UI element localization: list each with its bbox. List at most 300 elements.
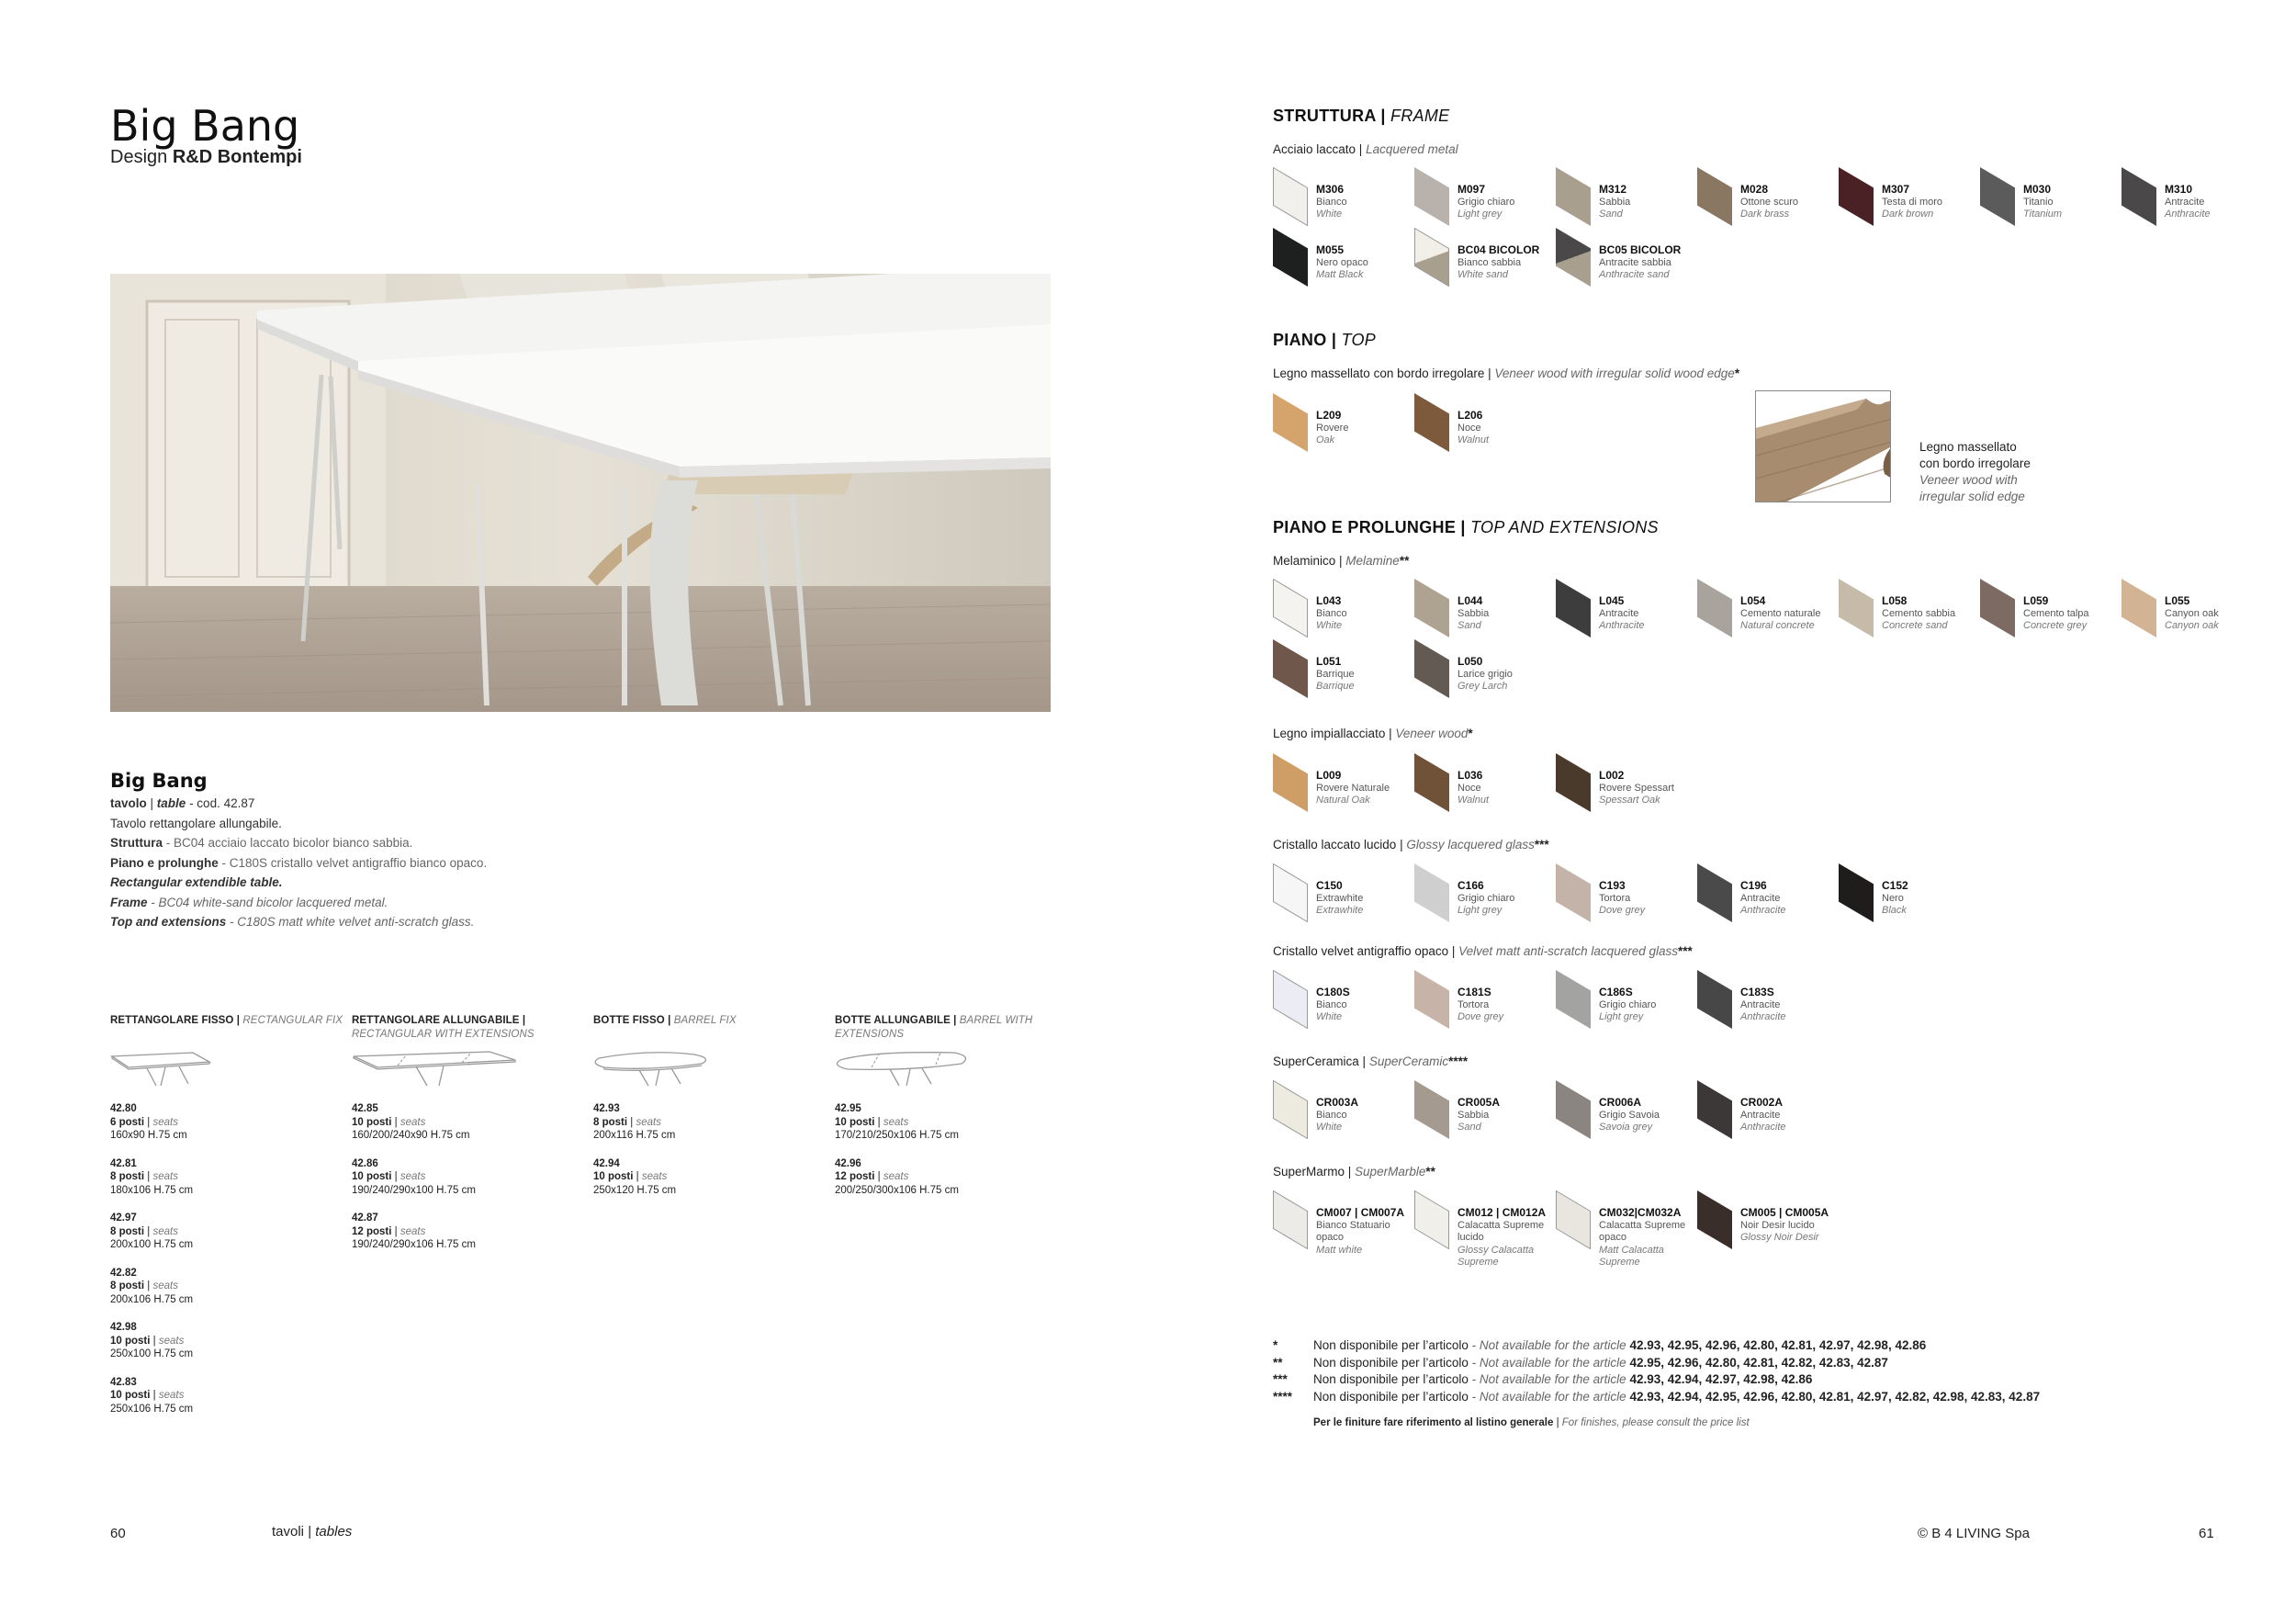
seats-en: seats xyxy=(152,1280,178,1291)
sep: | xyxy=(147,1171,151,1182)
variant-dimensions: 170/210/250x106 H.75 cm xyxy=(835,1130,959,1141)
swatch-name-it: Sabbia xyxy=(1458,1109,1490,1121)
section-title-it: PIANO E PROLUNGHE xyxy=(1273,518,1457,536)
frame-text: - BC04 white-sand bicolor lacquered metal. xyxy=(151,895,388,909)
color-chip xyxy=(1273,753,1308,812)
swatch-code: C181S xyxy=(1458,986,1491,998)
variant-code: 42.86 xyxy=(352,1157,378,1169)
swatch-name-it: Sabbia xyxy=(1599,196,1631,208)
subsection-title-it: Legno massellato con bordo irregolare xyxy=(1273,367,1485,380)
swatch-name-en: White xyxy=(1316,1122,1343,1133)
swatch-name-it: Grigio chiaro xyxy=(1458,892,1515,904)
section-title-en: TOP xyxy=(1341,331,1377,349)
note-it: Non disponibile per l’articolo xyxy=(1313,1338,1469,1352)
swatch-text xyxy=(1599,184,1700,221)
shape-title: RETTANGOLARE ALLUNGABILE | RECTANGULAR WITH EXTENSIONS xyxy=(352,1015,535,1040)
swatch-text xyxy=(1458,987,1559,1024)
swatch-code: L009 xyxy=(1316,769,1342,782)
finish-swatch xyxy=(1414,1080,1552,1141)
finish-swatch xyxy=(1414,753,1552,814)
table-shape-icon xyxy=(593,1049,832,1088)
impiallacciato-subtitle: Legno impiallacciato | Veneer wood* xyxy=(1273,727,1473,740)
seats-en: seats xyxy=(152,1116,178,1128)
cristallo-velvet-subtitle: Cristallo velvet antigraffio opaco | Velvet matt anti-scratch lacquered glass*** xyxy=(1273,944,1693,958)
posti: 10 posti xyxy=(835,1116,875,1128)
availability-note xyxy=(1273,1389,2283,1406)
finish-swatch xyxy=(1273,970,1411,1031)
chip-outline xyxy=(1414,228,1449,287)
swatch-text xyxy=(1740,1207,1841,1245)
note-it: Non disponibile per l’articolo xyxy=(1313,1355,1469,1370)
chip-outline xyxy=(1273,1190,1308,1249)
swatch-code: C166 xyxy=(1458,879,1484,892)
swatch-name-en: Anthracite xyxy=(1740,905,1786,916)
note-mark: ** xyxy=(1399,554,1410,568)
color-chip xyxy=(1697,970,1732,1029)
swatch-text xyxy=(1316,595,1417,633)
posti: 12 posti xyxy=(352,1225,392,1237)
variant-dimensions: 250x100 H.75 cm xyxy=(110,1348,194,1359)
struttura-subtitle: Acciaio laccato | Lacquered metal xyxy=(1273,142,1458,156)
swatch-text xyxy=(1882,595,1983,633)
note-en: - Not available for the article xyxy=(1471,1389,1626,1404)
color-chip xyxy=(1556,753,1591,812)
seats-en: seats xyxy=(641,1171,668,1182)
variant-code: 42.81 xyxy=(110,1157,137,1169)
posti: 8 posti xyxy=(110,1225,145,1237)
swatch-name-en: Light grey xyxy=(1599,1011,1644,1022)
shape-title: RETTANGOLARE FISSO | RECTANGULAR FIX xyxy=(110,1015,343,1026)
swatch-text xyxy=(1740,595,1841,633)
variant-seats xyxy=(110,1225,349,1239)
table-variant xyxy=(110,1102,349,1143)
swatch-name-it: Nero opaco xyxy=(1316,256,1368,268)
note-mark: *** xyxy=(1534,838,1549,851)
caption-it-1: Legno massellato xyxy=(1919,440,2017,454)
swatch-code: M306 xyxy=(1316,183,1345,196)
subsection-title-it: Cristallo laccato lucido xyxy=(1273,838,1397,851)
variant-dimensions: 200x100 H.75 cm xyxy=(110,1239,194,1250)
color-chip xyxy=(1273,228,1308,287)
desc-en: Rectangular extendible table. xyxy=(110,875,283,889)
finish-swatch xyxy=(1556,579,1694,639)
chip-outline xyxy=(1414,1190,1449,1249)
variant-dimensions: 180x106 H.75 cm xyxy=(110,1184,194,1196)
color-chip xyxy=(1414,863,1449,922)
swatch-name-en: Anthracite xyxy=(1740,1122,1786,1133)
swatch-name-en: Oak xyxy=(1316,434,1335,445)
color-chip xyxy=(1839,167,1874,226)
swatch-name-en: Concrete sand xyxy=(1882,620,1948,631)
variant-seats xyxy=(593,1170,832,1184)
swatch-name-it: Barrique xyxy=(1316,668,1355,680)
seats-en: seats xyxy=(152,1225,178,1237)
color-chip xyxy=(1414,579,1449,637)
swatch-text xyxy=(1316,656,1417,694)
availability-note xyxy=(1273,1337,2283,1355)
table-variant xyxy=(352,1212,591,1252)
swatch-name-it: Antracite xyxy=(2165,196,2205,208)
swatch-name-en: White xyxy=(1316,620,1343,631)
posti: 8 posti xyxy=(110,1171,145,1182)
subsection-title-it: Melaminico xyxy=(1273,554,1336,568)
swatch-code: L054 xyxy=(1740,594,1766,607)
variant-dimensions: 250x120 H.75 cm xyxy=(593,1184,677,1196)
swatch-name-it: Nero xyxy=(1882,892,1904,904)
variant-seats xyxy=(110,1116,349,1130)
finish-swatch xyxy=(1980,579,2118,639)
finish-swatch xyxy=(1839,579,1976,639)
availability-notes xyxy=(1273,1337,2283,1432)
table-photo-illustration xyxy=(110,274,1051,712)
color-chip xyxy=(1414,393,1449,452)
finish-swatch xyxy=(1273,1080,1411,1141)
finish-swatch xyxy=(1273,167,1411,228)
shape-column xyxy=(352,1014,591,1267)
sep: | xyxy=(394,1225,398,1237)
variant-code: 42.80 xyxy=(110,1103,137,1114)
swatch-name-it: Testa di moro xyxy=(1882,196,1943,208)
swatch-text xyxy=(1458,184,1559,221)
chip-outline xyxy=(1273,970,1308,1029)
struttura-label: Struttura xyxy=(110,836,163,850)
swatch-text xyxy=(1316,1207,1417,1257)
sep: | xyxy=(636,1171,639,1182)
designer-name: R&D Bontempi xyxy=(172,147,302,167)
swatch-code: CM007 | CM007A xyxy=(1316,1206,1405,1219)
shape-title: BOTTE FISSO | BARREL FIX xyxy=(593,1015,737,1026)
swatch-code: CM005 | CM005A xyxy=(1740,1206,1829,1219)
finish-swatch xyxy=(2122,167,2259,228)
finish-swatch xyxy=(1556,228,1694,288)
finish-swatch xyxy=(1556,167,1694,228)
swatch-text xyxy=(1458,880,1559,918)
sep: | xyxy=(147,1116,151,1128)
finish-swatch xyxy=(1697,1190,1835,1251)
variant-code: 42.85 xyxy=(352,1103,378,1114)
subsection-title-en: SuperMarble xyxy=(1355,1165,1426,1179)
subsection-title-it: SuperMarmo xyxy=(1273,1165,1345,1179)
note-codes: 42.95, 42.96, 42.80, 42.81, 42.82, 42.83, 42.87 xyxy=(1629,1355,1888,1370)
swatch-name-en: White xyxy=(1316,209,1343,220)
swatch-name-en: Spessart Oak xyxy=(1599,795,1660,806)
note-en: - Not available for the article xyxy=(1471,1372,1626,1386)
note-mark: **** xyxy=(1273,1389,1293,1404)
caption-en-1: Veneer wood with xyxy=(1919,473,2018,487)
swatch-name-en: Walnut xyxy=(1458,795,1490,806)
table-variant xyxy=(110,1267,349,1307)
swatch-name-it: Antracite xyxy=(1740,1109,1781,1121)
swatch-text xyxy=(2165,184,2266,221)
category-it: tavoli xyxy=(272,1524,305,1539)
swatch-code: CR006A xyxy=(1599,1096,1642,1109)
finish-swatch xyxy=(1839,167,1976,228)
swatch-text xyxy=(1458,656,1559,694)
variant-dimensions: 190/240/290x106 H.75 cm xyxy=(352,1239,476,1250)
top-text: - C180S matt white velvet anti-scratch glass. xyxy=(230,915,475,929)
finish-swatch xyxy=(1273,228,1411,288)
color-chip xyxy=(1839,579,1874,637)
finish-note-it: Per le finiture fare riferimento al listino generale xyxy=(1313,1417,1554,1428)
note-mark: ** xyxy=(1425,1165,1435,1179)
table-variant xyxy=(835,1157,1074,1198)
swatch-code: CR005A xyxy=(1458,1096,1501,1109)
table-variant xyxy=(835,1102,1074,1143)
chip-outline xyxy=(1556,1190,1591,1249)
swatch-name-it-2: lucido xyxy=(1458,1232,1484,1243)
page-number-right: 61 xyxy=(2199,1526,2214,1541)
melaminico-subtitle: Melaminico | Melamine** xyxy=(1273,554,1410,568)
swatch-text xyxy=(1740,1097,1841,1134)
swatch-name-it: Bianco Statuario xyxy=(1316,1219,1390,1231)
swatch-text xyxy=(1740,987,1841,1024)
swatch-name-it-2: opaco xyxy=(1316,1232,1344,1243)
variant-code: 42.96 xyxy=(835,1157,861,1169)
swatch-name-it: Canyon oak xyxy=(2165,607,2219,619)
variant-seats xyxy=(110,1170,349,1184)
finish-swatch xyxy=(1414,639,1552,700)
note-codes: 42.93, 42.94, 42.97, 42.98, 42.86 xyxy=(1629,1372,1813,1386)
subsection-title-it: Acciaio laccato xyxy=(1273,142,1356,156)
swatch-name-en: Dark brass xyxy=(1740,209,1790,220)
swatch-code: M307 xyxy=(1882,183,1910,196)
color-chip xyxy=(2122,579,2156,637)
swatch-code: M310 xyxy=(2165,183,2193,196)
swatch-name-en: Matt white xyxy=(1316,1244,1363,1256)
color-chip xyxy=(1980,579,2015,637)
swatch-name-it-2: opaco xyxy=(1599,1232,1626,1243)
piano-prolunghe-title: PIANO E PROLUNGHE | TOP AND EXTENSIONS xyxy=(1273,518,1659,536)
finish-swatch xyxy=(1414,228,1552,288)
variant-seats xyxy=(593,1116,832,1130)
swatch-name-it: Tortora xyxy=(1458,998,1490,1010)
solid-wood-edge-image xyxy=(1755,390,1891,502)
seats-en: seats xyxy=(400,1171,426,1182)
swatch-name-it: Cemento talpa xyxy=(2023,607,2089,619)
swatch-name-it: Noce xyxy=(1458,782,1481,794)
color-chip xyxy=(1414,167,1449,226)
color-chip xyxy=(1556,1080,1591,1139)
variant-code: 42.94 xyxy=(593,1157,620,1169)
subsection-title-en: Velvet matt anti-scratch lacquered glass xyxy=(1458,944,1678,958)
subsection-title-en: SuperCeramic xyxy=(1368,1054,1449,1068)
swatch-name-en: Concrete grey xyxy=(2023,620,2088,631)
swatch-name-en: Grey Larch xyxy=(1458,681,1508,692)
swatch-code: BC04 BICOLOR xyxy=(1458,243,1540,256)
variant-seats xyxy=(352,1116,591,1130)
note-mark: * xyxy=(1468,727,1473,740)
swatch-code: L051 xyxy=(1316,655,1342,668)
cristallo-lucido-subtitle: Cristallo laccato lucido | Glossy lacquered glass*** xyxy=(1273,838,1549,851)
posti: 12 posti xyxy=(835,1171,875,1182)
note-mark: *** xyxy=(1273,1372,1288,1386)
finish-note: Per le finiture fare riferimento al listino generale | For finishes, please consult the price list xyxy=(1313,1417,1750,1428)
swatch-text xyxy=(1316,880,1417,918)
swatch-name-en: Matt Calacatta Supreme xyxy=(1599,1244,1664,1268)
variant-dimensions: 250x106 H.75 cm xyxy=(110,1403,194,1415)
sep: | xyxy=(147,1225,151,1237)
struttura-text: - BC04 acciaio laccato bicolor bianco sabbia. xyxy=(165,836,413,850)
swatch-text xyxy=(1316,184,1417,221)
copyright: © B 4 LIVING Spa xyxy=(1918,1526,2030,1541)
swatch-code: CR002A xyxy=(1740,1096,1784,1109)
swatch-name-en: Sand xyxy=(1458,1122,1481,1133)
sep: | xyxy=(394,1116,398,1128)
top-line xyxy=(110,912,845,932)
swatch-name-it: Bianco xyxy=(1316,196,1347,208)
table-variant xyxy=(110,1212,349,1252)
swatch-name-it: Bianco xyxy=(1316,998,1347,1010)
swatch-text xyxy=(1740,184,1841,221)
swatch-text xyxy=(1316,1097,1417,1134)
color-chip xyxy=(1556,167,1591,226)
subsection-title-en: Veneer wood xyxy=(1395,727,1469,740)
swatch-text xyxy=(2023,184,2124,221)
posti: 10 posti xyxy=(110,1335,151,1347)
swatch-text xyxy=(1882,184,1983,221)
table-variant xyxy=(352,1102,591,1143)
sep: | xyxy=(152,1335,156,1347)
swatch-code: L058 xyxy=(1882,594,1908,607)
finish-swatch xyxy=(1273,863,1411,924)
swatch-text xyxy=(1316,244,1417,282)
finish-swatch xyxy=(1697,167,1835,228)
color-chip xyxy=(1556,863,1591,922)
swatch-name-en: White xyxy=(1316,1011,1343,1022)
variant-seats xyxy=(352,1225,591,1239)
swatch-code: M312 xyxy=(1599,183,1627,196)
swatch-name-en: Natural Oak xyxy=(1316,795,1370,806)
swatch-code: L206 xyxy=(1458,409,1483,422)
swatch-code: M097 xyxy=(1458,183,1486,196)
piano-line xyxy=(110,853,845,874)
seats-en: seats xyxy=(400,1225,426,1237)
color-chip xyxy=(1980,167,2015,226)
variant-code: 42.97 xyxy=(110,1212,137,1224)
finish-swatch xyxy=(1556,753,1694,814)
finish-swatch xyxy=(1556,863,1694,924)
variant-code: 42.82 xyxy=(110,1267,137,1279)
seats-en: seats xyxy=(158,1335,185,1347)
swatch-code: C186S xyxy=(1599,986,1633,998)
finish-swatch xyxy=(1556,1190,1694,1268)
product-photo xyxy=(110,274,1051,712)
swatch-code: CM012 | CM012A xyxy=(1458,1206,1547,1219)
shape-title-it: BOTTE FISSO xyxy=(593,1015,665,1026)
swatch-text xyxy=(1458,595,1559,633)
posti: 8 posti xyxy=(593,1116,628,1128)
table-shape-icon xyxy=(835,1049,1074,1088)
swatch-name-en: Sand xyxy=(1599,209,1623,220)
swatch-name-en: Natural concrete xyxy=(1740,620,1815,631)
note-mark: * xyxy=(1734,367,1740,380)
swatch-code: M055 xyxy=(1316,243,1345,256)
swatch-text xyxy=(1458,244,1559,282)
note-en: - Not available for the article xyxy=(1471,1355,1626,1370)
variant-dimensions: 200x106 H.75 cm xyxy=(110,1293,194,1305)
swatch-name-en: Glossy Noir Desir xyxy=(1740,1232,1819,1243)
finish-swatch xyxy=(1697,1080,1835,1141)
swatch-code: C150 xyxy=(1316,879,1343,892)
swatch-code: M028 xyxy=(1740,183,1769,196)
subsection-title-en: Melamine xyxy=(1345,554,1400,568)
variant-dimensions: 200/250/300x106 H.75 cm xyxy=(835,1184,959,1196)
color-chip xyxy=(1273,393,1308,452)
caption-en-2: irregular solid edge xyxy=(1919,490,2025,503)
table-shape-icon xyxy=(352,1049,591,1088)
swatch-name-it: Cemento naturale xyxy=(1740,607,1821,619)
finish-swatch xyxy=(1980,167,2118,228)
finish-swatch xyxy=(1556,1080,1694,1141)
shape-title-it: RETTANGOLARE FISSO xyxy=(110,1015,234,1026)
sep: | xyxy=(394,1171,398,1182)
swatch-code: CR003A xyxy=(1316,1096,1359,1109)
swatch-code: C152 xyxy=(1882,879,1908,892)
finish-swatch xyxy=(1414,393,1552,454)
swatch-code: C183S xyxy=(1740,986,1774,998)
shape-column xyxy=(593,1014,832,1212)
finish-swatch xyxy=(1273,393,1411,454)
frame-label: Frame xyxy=(110,895,148,909)
swatch-code: M030 xyxy=(2023,183,2052,196)
swatch-code: L044 xyxy=(1458,594,1483,607)
frame-line xyxy=(110,893,845,913)
swatch-name-it: Larice grigio xyxy=(1458,668,1513,680)
piano-subtitle: Legno massellato con bordo irregolare | Veneer wood with irregular solid wood edge* xyxy=(1273,367,1740,380)
swatch-code: C193 xyxy=(1599,879,1626,892)
swatch-name-it: Sabbia xyxy=(1458,607,1490,619)
swatch-text xyxy=(1599,595,1700,633)
section-title-en: TOP AND EXTENSIONS xyxy=(1470,518,1659,536)
swatch-name-en: Dove grey xyxy=(1599,905,1646,916)
posti: 10 posti xyxy=(110,1390,151,1401)
color-chip xyxy=(1414,639,1449,698)
swatch-text xyxy=(2023,595,2124,633)
swatch-name-en: Light grey xyxy=(1458,209,1503,220)
designer-line xyxy=(110,147,302,168)
struttura-line xyxy=(110,833,845,853)
swatch-text xyxy=(1599,770,1700,807)
swatch-text xyxy=(1316,770,1417,807)
swatch-text xyxy=(1599,1207,1700,1269)
variant-seats xyxy=(835,1170,1074,1184)
swatch-name-it: Ottone scuro xyxy=(1740,196,1798,208)
swatch-name-en: Dove grey xyxy=(1458,1011,1504,1022)
piano-title: PIANO | TOP xyxy=(1273,331,1377,349)
swatch-name-en: Dark brown xyxy=(1882,209,1934,220)
swatch-name-it: Calacatta Supreme xyxy=(1599,1219,1686,1231)
finish-swatch xyxy=(1414,579,1552,639)
seats-en: seats xyxy=(158,1390,185,1401)
struttura-title: STRUTTURA | FRAME xyxy=(1273,107,1450,125)
swatch-name-en: Savoia grey xyxy=(1599,1122,1653,1133)
subsection-title-it: Legno impiallacciato xyxy=(1273,727,1386,740)
note-mark: * xyxy=(1273,1338,1278,1352)
color-chip xyxy=(1414,753,1449,812)
posti: 8 posti xyxy=(110,1280,145,1291)
swatch-name-it: Noce xyxy=(1458,422,1481,434)
posti: 6 posti xyxy=(110,1116,145,1128)
note-mark: **** xyxy=(1448,1054,1469,1068)
chip-outline xyxy=(1273,579,1308,637)
finish-swatch xyxy=(1697,970,1835,1031)
finish-swatch xyxy=(1839,863,1976,924)
finish-swatch xyxy=(2122,579,2259,639)
subsection-title-en: Glossy lacquered glass xyxy=(1406,838,1535,851)
swatch-name-it: Antracite sabbia xyxy=(1599,256,1671,268)
caption-it-2: con bordo irregolare xyxy=(1919,457,2031,470)
piano-label: Piano e prolunghe xyxy=(110,855,219,870)
